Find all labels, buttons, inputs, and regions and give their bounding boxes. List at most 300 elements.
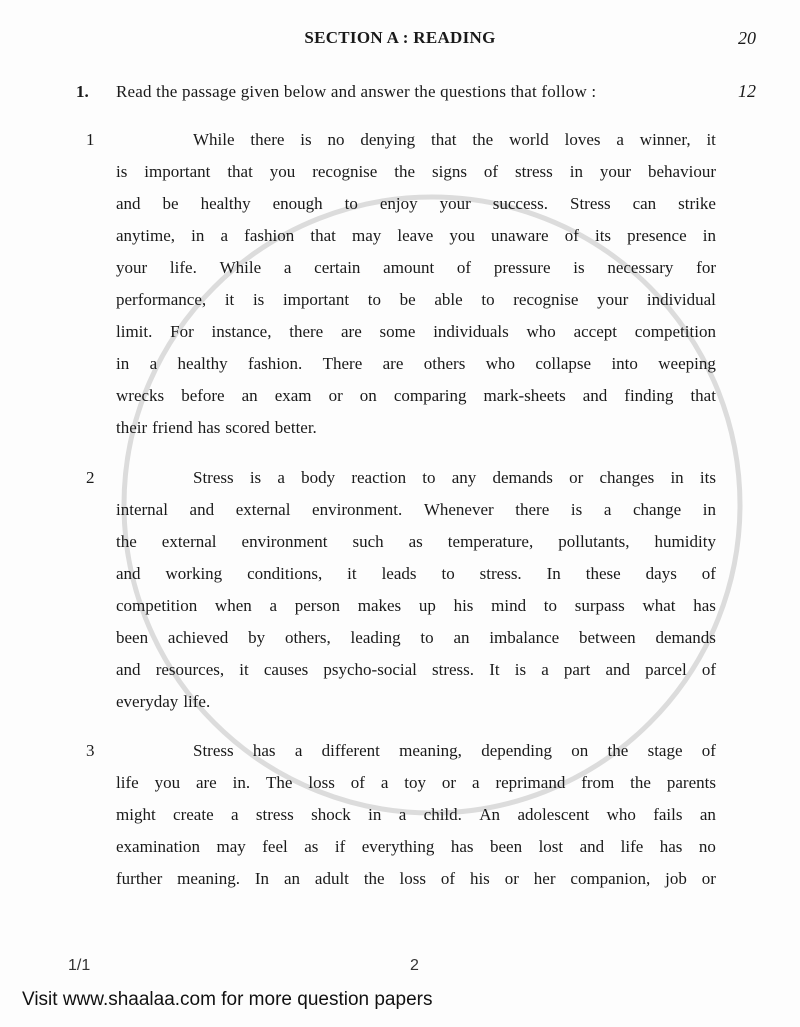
passage-word: and [582,386,608,405]
passage-word: by [248,628,266,647]
passage-word: you [269,162,296,181]
passage-word: in [191,226,205,245]
passage-word: in [368,805,382,824]
passage-word: their [116,418,148,437]
passage-word: leave [397,226,434,245]
passage-word: and [116,660,141,679]
passage-line-text [116,226,716,246]
passage-word: exam [274,386,312,405]
passage-word: lost [538,837,564,856]
passage-word: to [420,628,434,647]
passage-word: the [630,773,651,792]
passage-word: In [254,869,270,888]
passage-word: Stress [193,468,234,487]
passage-word: you [154,773,181,792]
passage-word: demands [492,468,553,487]
passage-word: it [239,660,249,679]
passage-word: environment [241,532,328,551]
passage-word: its [594,226,612,245]
passage-word: on [571,741,589,760]
passage-word: of [564,226,579,245]
passage-word: humidity [654,532,716,551]
passage-word: if [334,837,346,856]
passage-word: is [514,660,527,679]
passage-word: better. [274,418,317,437]
passage-word: you [449,226,475,245]
passage-word: in [116,354,130,373]
passage-word: strike [678,194,716,213]
passage-line-text [193,741,716,761]
passage-word: anytime, [116,226,176,245]
passage-line [116,596,716,618]
passage-word: able [434,290,463,309]
passage-word: meaning. [177,869,240,888]
passage-line [116,418,716,440]
passage-line-text [116,418,716,438]
section-title: SECTION A : READING [304,28,496,47]
passage-word: the [607,741,629,760]
passage-line-text [116,500,716,520]
passage-word: it [706,130,716,149]
passage-word: stress. [432,660,475,679]
passage-word: pressure [493,258,551,277]
passage-word: leads [381,564,417,583]
passage-word: such [352,532,384,551]
passage-line-text [116,564,716,584]
passage-word: are [382,354,404,373]
passage-word: any [451,468,477,487]
passage-word: competition [116,596,198,615]
passage-word: your [597,290,629,309]
passage-word: his [453,596,474,615]
passage-word: to [543,596,558,615]
passage-word: necessary [607,258,674,277]
passage-line [116,773,716,795]
passage-line [193,741,716,763]
passage-word: denying [360,130,416,149]
passage-word: has [693,596,716,615]
passage-word: In [546,564,561,583]
passage-line [116,837,716,859]
passage-word: certain [314,258,361,277]
passage-word: who [606,805,636,824]
passage-word: are [195,773,217,792]
passage-word: of [456,258,472,277]
passage-word: or [569,468,584,487]
passage-word: The [266,773,293,792]
passage-line [116,692,716,714]
passage-line-text [116,354,716,374]
passage-line [116,805,716,827]
passage-word: feel [262,837,288,856]
passage-line-text [116,773,716,793]
passage-line-text [116,194,716,214]
passage-line [116,660,716,682]
passage-word: these [585,564,621,583]
passage-word: adult [314,869,349,888]
passage-word: or [504,869,519,888]
passage-word: accept [573,322,617,341]
passage-word: temperature, [447,532,534,551]
passage-line-text [116,805,716,825]
passage-word: loss [308,773,335,792]
passage-line [116,322,716,344]
passage-word: mind [491,596,527,615]
passage-word: its [699,468,716,487]
passage-word: success. [492,194,548,213]
passage-word: changes [599,468,655,487]
passage-word: on [359,386,377,405]
passage-word: in. [232,773,251,792]
passage-word: your [116,258,148,277]
passage-word: as [408,532,423,551]
passage-line-text [116,162,716,182]
passage-word: to [422,468,436,487]
passage-word: stress [515,162,553,181]
passage-word: the [363,869,385,888]
passage-word: be [162,194,179,213]
passage-word: enough [272,194,323,213]
passage-line-text [116,628,716,648]
passage-word: surpass [574,596,625,615]
passage-word: the [472,130,494,149]
passage-word: as [304,837,319,856]
passage-word: there [289,322,324,341]
passage-word: your [439,194,471,213]
passage-word: performance, [116,290,207,309]
passage-word: adolescent [517,805,590,824]
passage-word: others [423,354,466,373]
passage-word: is [300,130,312,149]
paragraph-number: 3 [86,741,95,760]
passage-word: is [116,162,128,181]
passage-line [116,194,716,216]
passage-word: been [116,628,149,647]
passage-word: are [341,322,362,341]
passage-word: to [481,290,495,309]
passage-word: While [193,130,235,149]
passage-word: a [220,226,229,245]
passage-word: examination [116,837,201,856]
passage-word: healthy [200,194,251,213]
passage-word: the [116,532,137,551]
passage-word: signs [432,162,467,181]
passage-word: part [563,660,591,679]
passage-word: resources, [155,660,225,679]
passage-line [193,130,716,152]
passage-word: makes [357,596,402,615]
question-instruction: Read the passage given below and answer the questions that follow : [116,82,597,101]
passage-line [116,226,716,248]
passage-word: a [283,258,292,277]
passage-word: that [431,130,457,149]
passage-word: fashion. [247,354,303,373]
passage-word: has [197,418,221,437]
passage-word: fails [653,805,683,824]
passage-word: is [249,468,262,487]
passage-word: a [149,354,158,373]
passage-word: competition [634,322,716,341]
passage-word: into [611,354,638,373]
question-marks: 12 [738,81,756,101]
paragraph-number: 1 [86,130,95,149]
passage-word: has [450,837,474,856]
passage-word: before [181,386,225,405]
passage-word: of [350,773,365,792]
passage-word: body [301,468,336,487]
passage-line-text [193,468,716,488]
passage-line [116,354,716,376]
passage-word: world [509,130,549,149]
passage-word: from [581,773,615,792]
passage-word: create [173,805,214,824]
passage-word: there [250,130,285,149]
passage-line-text [116,258,716,278]
passage-word: further [116,869,163,888]
passage-word: demands [655,628,716,647]
passage-word: in [702,226,716,245]
passage-word: person [294,596,341,615]
passage-word: a [380,773,389,792]
passage-word: causes [263,660,309,679]
passage-word: that [227,162,253,181]
passage-word: stress. [479,564,522,583]
passage-line [116,162,716,184]
passage-word: to [441,564,455,583]
section-marks: 20 [738,28,756,48]
passage-word: between [578,628,636,647]
passage-word: life [116,773,139,792]
passage-word: meaning, [399,741,462,760]
passage-word: instance, [211,322,272,341]
passage-word: there [515,500,550,519]
passage-word: important [282,290,350,309]
passage-word: depending [481,741,553,760]
passage-word: a [398,805,407,824]
passage-line-text [116,290,716,310]
passage-word: may [351,226,382,245]
passage-word: reaction [351,468,407,487]
passage-word: life. [183,692,211,711]
passage-word: and [189,500,215,519]
passage-word: and [116,564,141,583]
passage-word: behaviour [648,162,716,181]
passage-word: psycho-social [323,660,417,679]
passage-word: a [541,660,549,679]
passage-word: or [328,386,343,405]
passage-line [116,290,716,312]
passage-word: weeping [658,354,716,373]
passage-line-text [116,869,716,889]
passage-line [193,468,716,490]
passage-word: imbalance [489,628,560,647]
passage-word: is [573,258,585,277]
passage-word: amount [383,258,435,277]
passage-word: individual [646,290,716,309]
passage-word: what [642,596,676,615]
passage-word: Whenever [423,500,494,519]
passage-word: a [472,773,480,792]
passage-word: friend [152,418,193,437]
passage-word: of [440,869,456,888]
passage-line [116,869,716,891]
passage-word: of [701,564,716,583]
passage-word: While [219,258,262,277]
page-number: 2 [410,957,419,974]
passage-word: has [659,837,683,856]
passage-word: It [489,660,500,679]
passage-word: of [483,162,499,181]
passage-word: up [418,596,436,615]
passage-word: a [269,596,277,615]
passage-word: companion, [570,869,651,888]
passage-word: There [322,354,363,373]
passage-word: comparing [393,386,467,405]
passage-word: who [485,354,515,373]
passage-word: when [214,596,252,615]
passage-word: different [321,741,380,760]
passage-word: days [645,564,677,583]
passage-word: stress [255,805,294,824]
passage-line [116,532,716,554]
passage-word: or [701,869,716,888]
passage-word: limit. [116,322,153,341]
passage-word: achieved [167,628,229,647]
passage-word: can [632,194,657,213]
passage-word: to [367,290,381,309]
passage-word: conditions, [247,564,323,583]
passage-word: an [699,805,716,824]
passage-line [116,564,716,586]
passage-word: is [252,290,265,309]
passage-word: internal [116,500,168,519]
passage-word: shock [311,805,351,824]
passage-word: in [702,500,716,519]
question-number: 1. [76,82,89,101]
passage-word: collapse [535,354,592,373]
passage-line-text [116,692,716,712]
passage-word: environment. [312,500,403,519]
passage-word: fashion [244,226,295,245]
passage-word: a [231,805,239,824]
passage-word: your [599,162,632,181]
passage-word: presence [627,226,687,245]
passage-word: and [605,660,631,679]
passage-word: who [526,322,556,341]
passage-line [116,258,716,280]
passage-word: working [165,564,223,583]
passage-word: external [161,532,217,551]
passage-word: it [347,564,357,583]
passage-word: and [116,194,141,213]
passage-word: in [670,468,684,487]
paragraph-number: 2 [86,468,95,487]
passage-word: life. [169,258,197,277]
passage-word: healthy [177,354,228,373]
passage-word: For [170,322,194,341]
passage-line-text [116,837,716,857]
passage-word: change [632,500,682,519]
passage-word: might [116,805,156,824]
passage-word: An [479,805,501,824]
passage-word: child. [423,805,462,824]
passage-word: unaware [490,226,549,245]
passage-word: enjoy [379,194,418,213]
passage-word: recognise [312,162,378,181]
passage-word: some [379,322,416,341]
passage-word: parcel [645,660,687,679]
passage-word: an [241,386,258,405]
passage-line [116,500,716,522]
passage-word: be [399,290,416,309]
passage-word: and [579,837,605,856]
passage-word: loves [564,130,601,149]
visit-link[interactable]: Visit www.shaalaa.com for more question papers [22,989,433,1010]
passage-line-text [116,532,716,552]
passage-word: a [294,741,303,760]
passage-word: pollutants, [558,532,630,551]
passage-word: finding [624,386,674,405]
passage-word: reprimand [495,773,566,792]
passage-word: of [701,741,716,760]
passage-word: that [310,226,336,245]
passage-word: mark-sheets [483,386,566,405]
passage-word: job [665,869,687,888]
passage-word: everyday [116,692,179,711]
passage-word: important [144,162,211,181]
passage-word: for [696,258,716,277]
passage-word: loss [399,869,426,888]
passage-word: no [698,837,716,856]
passage-word: stage [647,741,683,760]
passage-word: winner, [639,130,691,149]
passage-line [116,386,716,408]
passage-word: a [616,130,624,149]
passage-word: it [224,290,235,309]
passage-word: may [216,837,246,856]
passage-word: individuals [433,322,509,341]
passage-word: scored [225,418,270,437]
passage-line [116,628,716,650]
passage-word: an [283,869,300,888]
passage-word: that [690,386,716,405]
passage-word: wrecks [116,386,165,405]
passage-word: the [394,162,416,181]
passage-line-text [116,660,716,680]
passage-word: leading [350,628,401,647]
passage-word: a [277,468,285,487]
passage-line-text [193,130,716,150]
passage-word: his [469,869,490,888]
passage-word: her [533,869,556,888]
passage-word: a [603,500,612,519]
passage-word: others, [284,628,331,647]
passage-word: in [569,162,583,181]
passage-word: of [701,660,716,679]
passage-word: toy [404,773,427,792]
passage-word: Stress [193,741,234,760]
passage-line-text [116,322,716,342]
passage-word: been [490,837,523,856]
passage-word: Stress [569,194,611,213]
passage-word: an [453,628,470,647]
passage-word: or [441,773,457,792]
passage-word: is [570,500,583,519]
passage-line-text [116,596,716,616]
passage-word: has [252,741,276,760]
passage-word: parents [666,773,716,792]
passage-line-text [116,386,716,406]
